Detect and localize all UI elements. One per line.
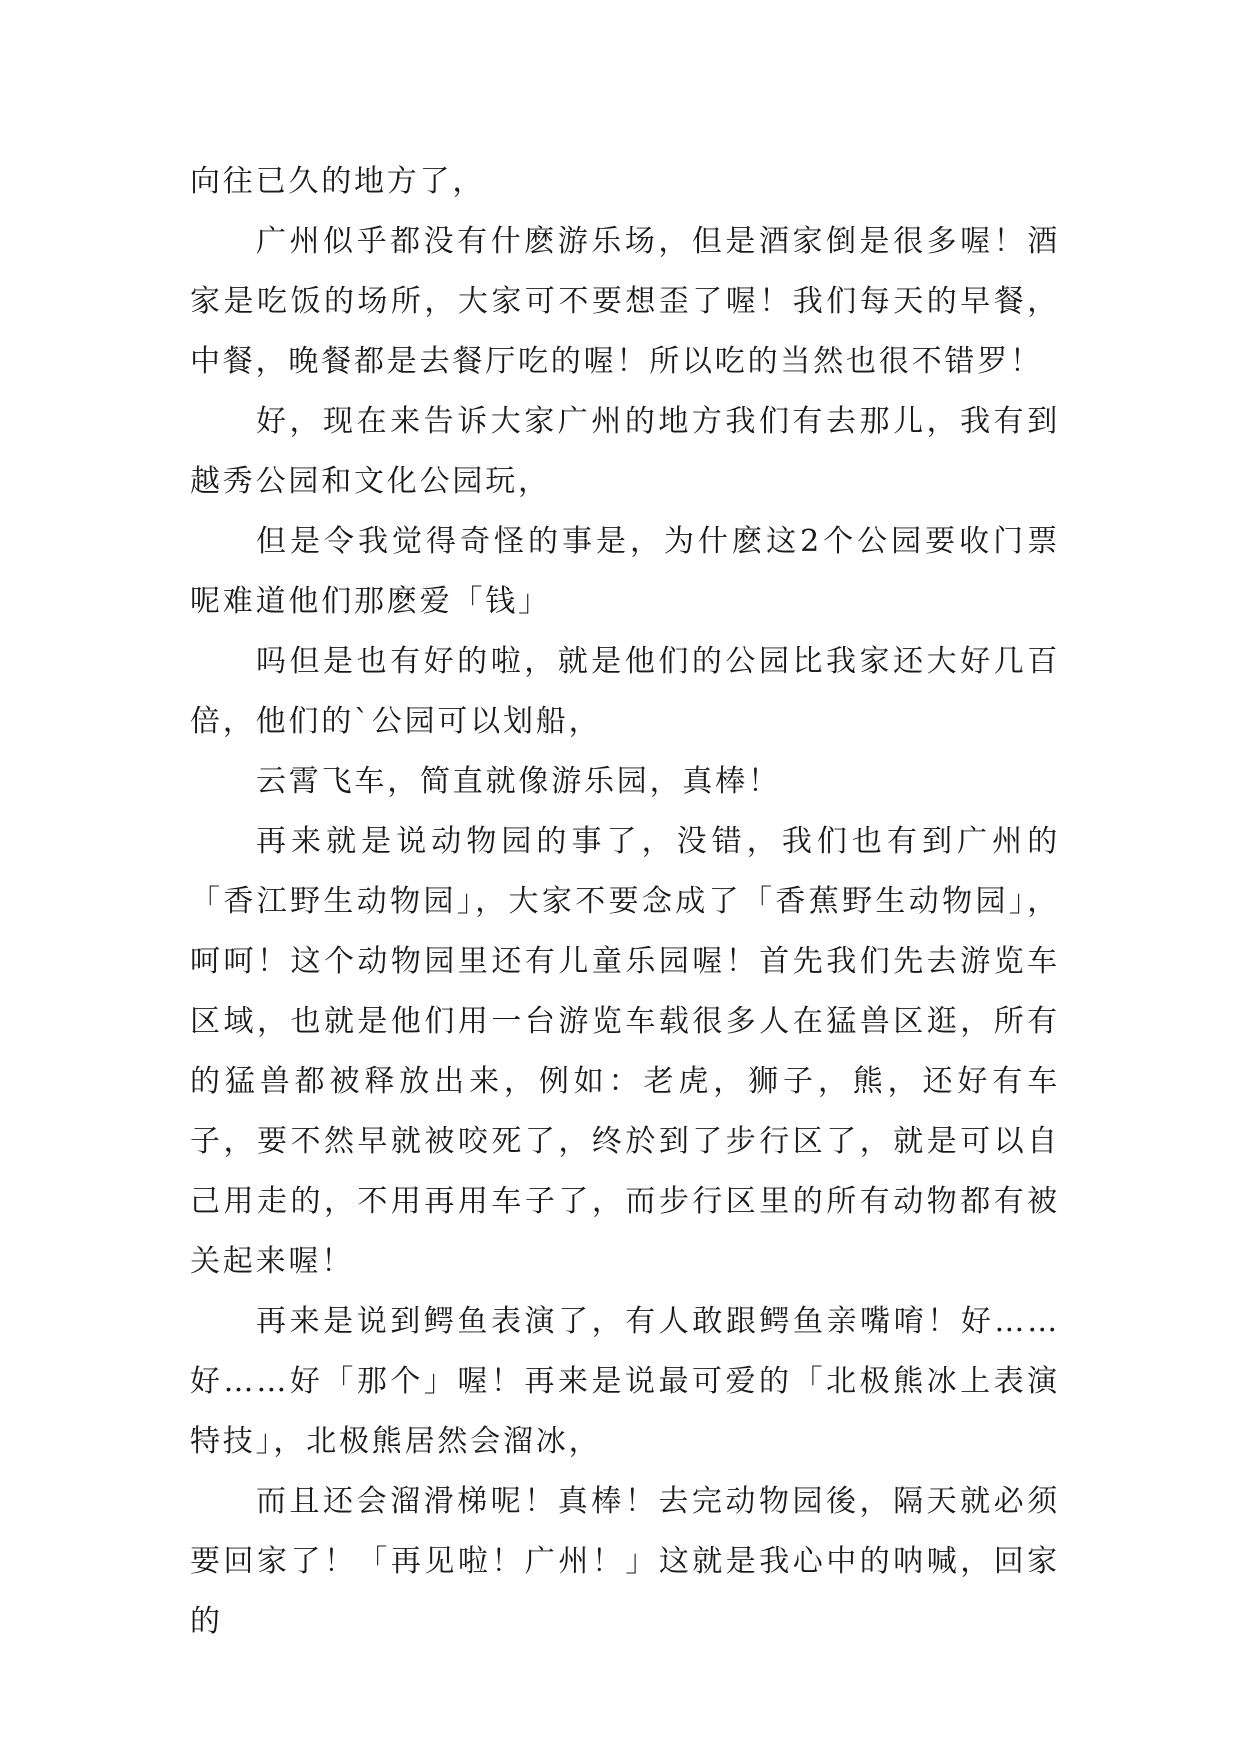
paragraph-1: 向往已久的地方了， — [190, 164, 486, 199]
paragraph-6: 云霄飞车，简直就像游乐园，真棒！ — [256, 764, 781, 799]
paragraph-2: 广州似乎都没有什麽游乐场，但是酒家倒是很多喔！酒家是吃饭的场所，大家可不要想歪了喔！我们每天的早餐，中餐，晚餐都是去餐厅吃的喔！所以吃的当然也很不错罗！ — [190, 224, 1060, 379]
paragraph-3: 好，现在来告诉大家广州的地方我们有去那儿，我有到越秀公园和文化公园玩， — [190, 404, 1060, 499]
paragraph-8: 再来是说到鳄鱼表演了，有人敢跟鳄鱼亲嘴唷！好……好……好「那个」喔！再来是说最可爱的「北极熊冰上表演特技」，北极熊居然会溜冰， — [190, 1304, 1060, 1459]
document-body — [190, 152, 1060, 1652]
paragraph-7: 再来就是说动物园的事了，没错，我们也有到广州的「香江野生动物园」，大家不要念成了「香蕉野生动物园」，呵呵！这个动物园里还有儿童乐园喔！首先我们先去游览车区域，也就是他们用一台游览车载很多人在猛兽区逛，所有的猛兽都被释放出来，例如：老虎，狮子，熊，还好有车子，要不然早就被咬死了，终於到了步行区了，就是可以自己用走的，不用再用车子了，而步行区里的所有动物都有被关起来喔！ — [190, 824, 1060, 1279]
paragraph-4: 但是令我觉得奇怪的事是，为什麽这2个公园要收门票呢难道他们那麽爱「钱」 — [190, 524, 1060, 619]
paragraph-5: 吗但是也有好的啦，就是他们的公园比我家还大好几百倍，他们的`公园可以划船， — [190, 644, 1060, 739]
paragraph-9: 而且还会溜滑梯呢！真棒！去完动物园後，隔天就必须要回家了！「再见啦！广州！」这就是我心中的呐喊，回家的 — [190, 1484, 1060, 1639]
